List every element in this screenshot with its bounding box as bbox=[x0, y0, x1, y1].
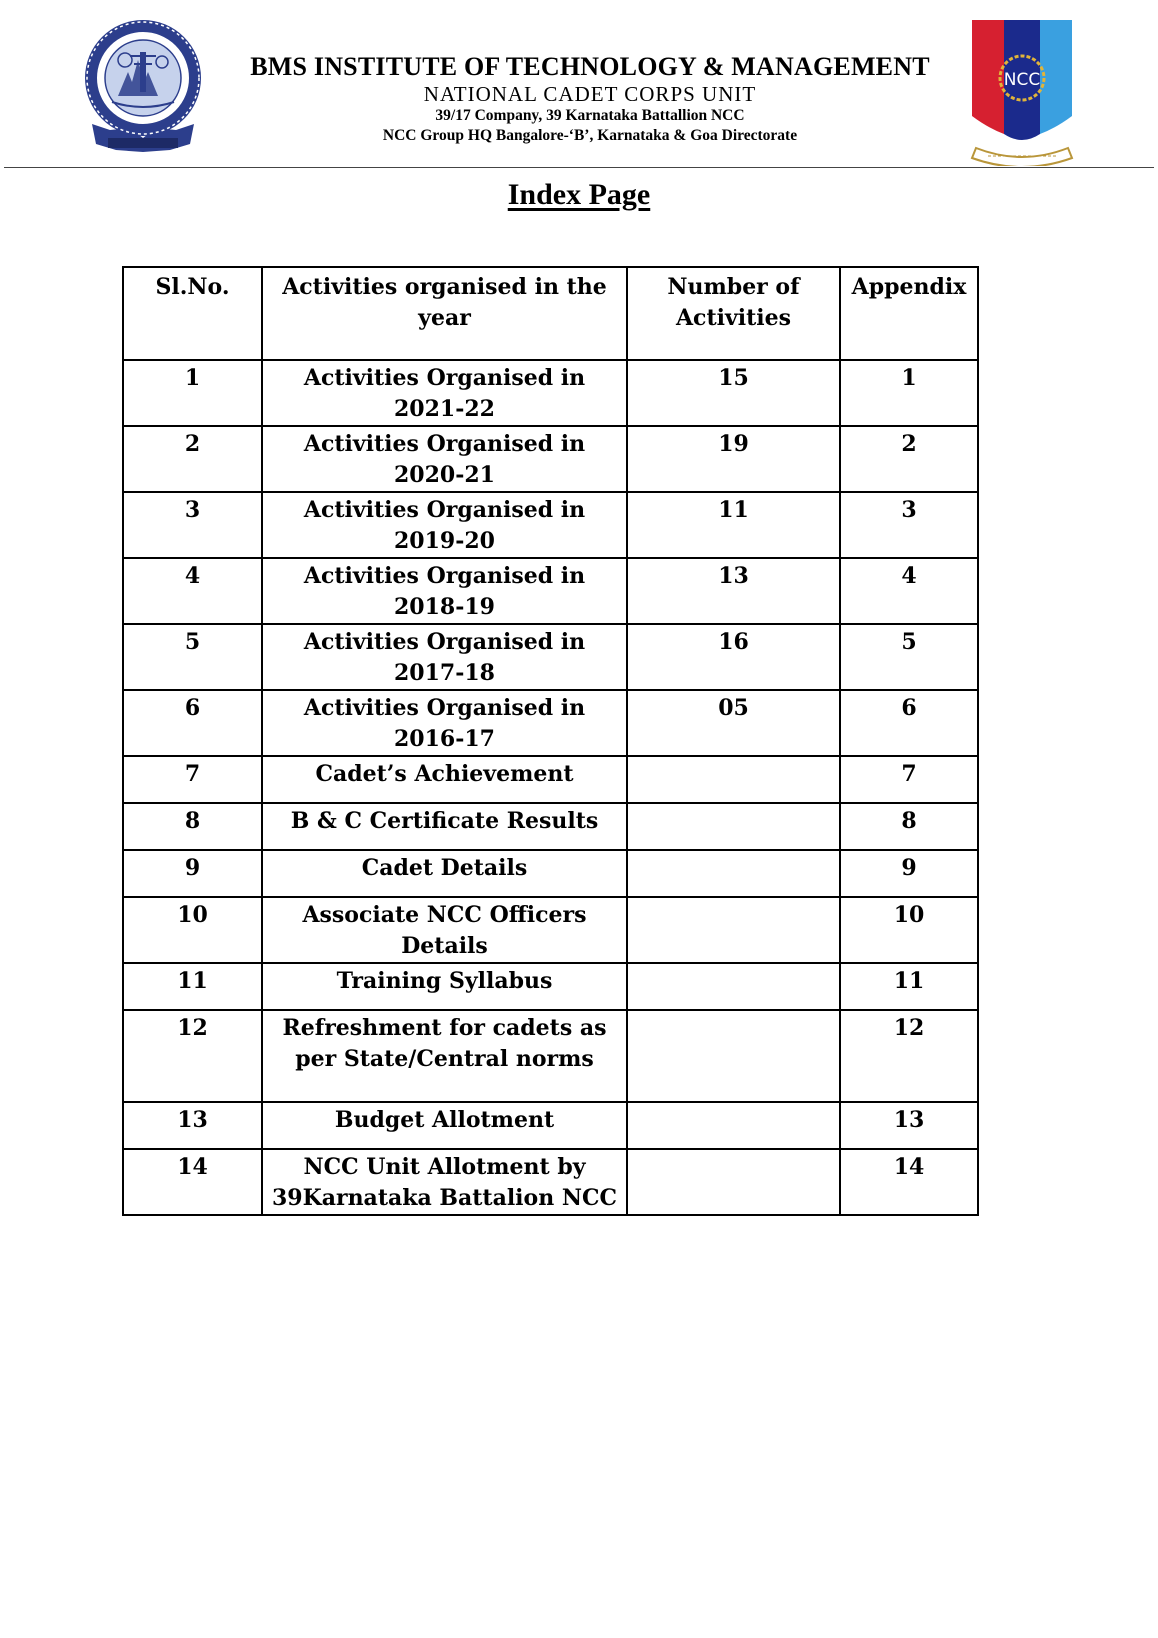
activity-cell: Training Syllabus bbox=[262, 963, 627, 1010]
activity-cell: NCC Unit Allotment by 39Karnataka Battalion NCC bbox=[262, 1149, 627, 1215]
sl-no-cell: 13 bbox=[123, 1102, 262, 1149]
table-row bbox=[123, 897, 978, 963]
activity-cell: Activities Organised in 2021-22 bbox=[262, 360, 627, 426]
appendix-cell: 9 bbox=[840, 850, 978, 897]
number-of-activities-cell: 16 bbox=[627, 624, 840, 690]
activity-cell: Activities Organised in 2018-19 bbox=[262, 558, 627, 624]
number-of-activities-cell: 19 bbox=[627, 426, 840, 492]
institute-name: BMS INSTITUTE OF TECHNOLOGY & MANAGEMENT bbox=[250, 52, 930, 81]
appendix-cell: 3 bbox=[840, 492, 978, 558]
index-table bbox=[122, 266, 979, 1216]
appendix-cell: 7 bbox=[840, 756, 978, 803]
activity-cell: Activities Organised in 2017-18 bbox=[262, 624, 627, 690]
number-of-activities-cell bbox=[627, 850, 840, 897]
number-of-activities-cell: 11 bbox=[627, 492, 840, 558]
sl-no-cell: 6 bbox=[123, 690, 262, 756]
sl-no-cell: 7 bbox=[123, 756, 262, 803]
table-row bbox=[123, 1149, 978, 1215]
address-line-1: 39/17 Company, 39 Karnataka Battallion NCC bbox=[435, 107, 745, 124]
sl-no-cell: 4 bbox=[123, 558, 262, 624]
appendix-cell: 5 bbox=[840, 624, 978, 690]
table-row bbox=[123, 492, 978, 558]
header-divider bbox=[4, 167, 1154, 168]
number-of-activities-cell bbox=[627, 963, 840, 1010]
table-row bbox=[123, 850, 978, 897]
letterhead bbox=[0, 0, 1158, 175]
activity-cell: Budget Allotment bbox=[262, 1102, 627, 1149]
number-of-activities-cell bbox=[627, 1102, 840, 1149]
ncc-logo-text: NCC bbox=[1003, 70, 1041, 90]
appendix-cell: 13 bbox=[840, 1102, 978, 1149]
appendix-cell: 4 bbox=[840, 558, 978, 624]
sl-no-cell: 10 bbox=[123, 897, 262, 963]
sl-no-cell: 11 bbox=[123, 963, 262, 1010]
number-of-activities-cell bbox=[627, 1149, 840, 1215]
table-row bbox=[123, 690, 978, 756]
column-header-number-of-activities: Number of Activities bbox=[627, 267, 840, 360]
number-of-activities-cell bbox=[627, 1010, 840, 1102]
appendix-cell: 14 bbox=[840, 1149, 978, 1215]
sl-no-cell: 3 bbox=[123, 492, 262, 558]
table-row bbox=[123, 963, 978, 1010]
column-header-sl-no: Sl.No. bbox=[123, 267, 262, 360]
column-header-appendix: Appendix bbox=[840, 267, 978, 360]
table-row bbox=[123, 756, 978, 803]
activity-cell: Refreshment for cadets as per State/Central norms bbox=[262, 1010, 627, 1102]
table-row bbox=[123, 803, 978, 850]
page-title: Index Page bbox=[507, 178, 651, 211]
bms-institute-logo bbox=[80, 12, 206, 154]
sl-no-cell: 1 bbox=[123, 360, 262, 426]
table-row bbox=[123, 558, 978, 624]
appendix-cell: 11 bbox=[840, 963, 978, 1010]
sl-no-cell: 5 bbox=[123, 624, 262, 690]
appendix-cell: 10 bbox=[840, 897, 978, 963]
sl-no-cell: 14 bbox=[123, 1149, 262, 1215]
column-header-activities: Activities organised in the year bbox=[262, 267, 627, 360]
appendix-cell: 6 bbox=[840, 690, 978, 756]
ncc-crest-logo bbox=[968, 16, 1076, 166]
number-of-activities-cell: 05 bbox=[627, 690, 840, 756]
activity-cell: Cadet’s Achievement bbox=[262, 756, 627, 803]
appendix-cell: 2 bbox=[840, 426, 978, 492]
table-row bbox=[123, 624, 978, 690]
activity-cell: Cadet Details bbox=[262, 850, 627, 897]
table-row bbox=[123, 1102, 978, 1149]
sl-no-cell: 8 bbox=[123, 803, 262, 850]
table-header-row bbox=[123, 267, 978, 360]
number-of-activities-cell bbox=[627, 756, 840, 803]
number-of-activities-cell bbox=[627, 897, 840, 963]
table-row bbox=[123, 360, 978, 426]
table-row bbox=[123, 1010, 978, 1102]
sl-no-cell: 9 bbox=[123, 850, 262, 897]
activity-cell: Activities Organised in 2016-17 bbox=[262, 690, 627, 756]
appendix-cell: 12 bbox=[840, 1010, 978, 1102]
activity-cell: Activities Organised in 2019-20 bbox=[262, 492, 627, 558]
number-of-activities-cell bbox=[627, 803, 840, 850]
sl-no-cell: 2 bbox=[123, 426, 262, 492]
number-of-activities-cell: 15 bbox=[627, 360, 840, 426]
unit-name: NATIONAL CADET CORPS UNIT bbox=[423, 82, 757, 106]
number-of-activities-cell: 13 bbox=[627, 558, 840, 624]
appendix-cell: 8 bbox=[840, 803, 978, 850]
activity-cell: Associate NCC Officers Details bbox=[262, 897, 627, 963]
activity-cell: B & C Certificate Results bbox=[262, 803, 627, 850]
address-line-2: NCC Group HQ Bangalore-‘B’, Karnataka & Goa Directorate bbox=[382, 127, 798, 144]
activity-cell: Activities Organised in 2020-21 bbox=[262, 426, 627, 492]
table-row bbox=[123, 426, 978, 492]
appendix-cell: 1 bbox=[840, 360, 978, 426]
sl-no-cell: 12 bbox=[123, 1010, 262, 1102]
